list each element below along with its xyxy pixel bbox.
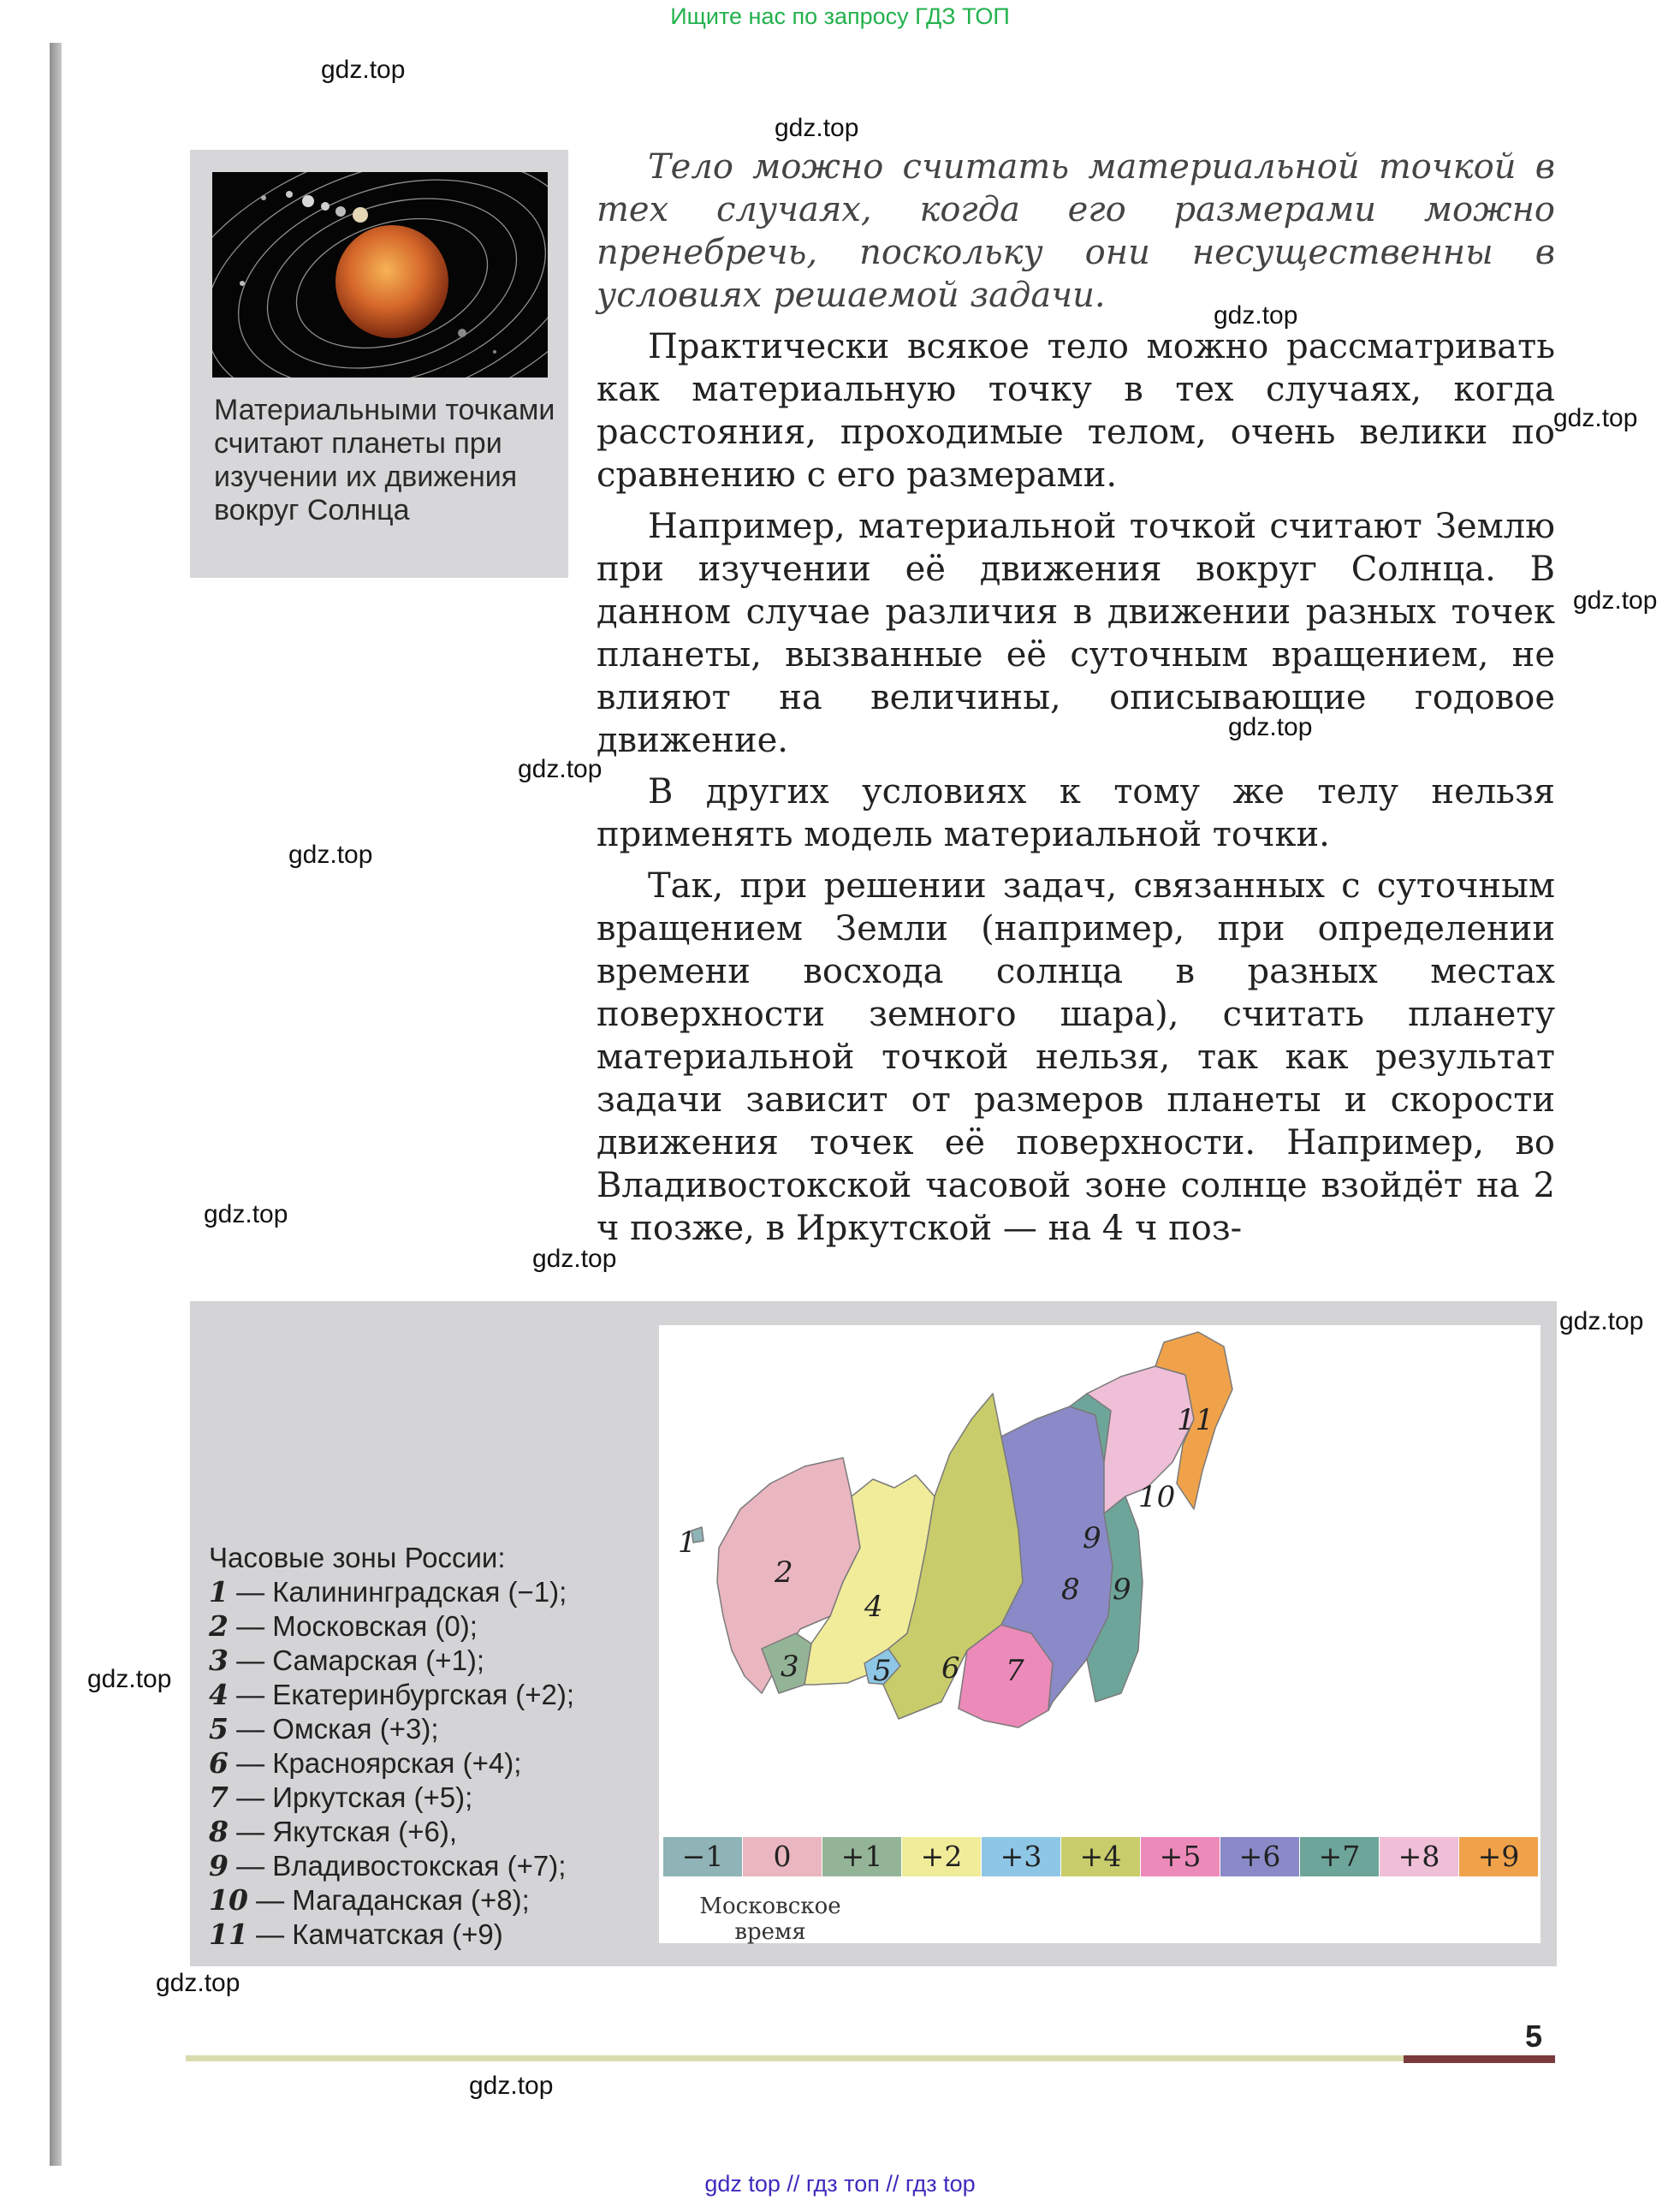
timezone-item [209,1815,654,1849]
watermark: gdz.top [321,56,406,84]
timezone-item [209,1644,654,1678]
watermark: gdz.top [532,1245,617,1273]
zone-label: 10 [1138,1480,1176,1514]
watermark: gdz.top [204,1200,288,1228]
solar-system-image [212,172,548,378]
zone-label: 2 [775,1555,793,1590]
russia-timezone-map [659,1325,1540,1943]
legend-note: Московское время [699,1894,841,1945]
timezone-number: 9 [209,1849,229,1882]
top-banner[interactable]: Ищите нас по запросу ГДЗ ТОП [670,3,1010,29]
legend-cell: +9 [1459,1837,1538,1876]
paragraph: В других условиях к тому же телу нельзя применять модель материальной точки. [597,772,1555,854]
zone-label: 7 [1006,1654,1024,1688]
legend-cell: −1 [663,1837,742,1876]
timezone-name: — Самарская (+1); [228,1644,485,1676]
timezone-figure [190,1301,1557,1966]
timezone-number: 7 [209,1781,229,1814]
zone-label: 1 [678,1525,697,1560]
timezone-name: — Московская (0); [228,1610,478,1642]
timezone-number: 3 [209,1644,229,1677]
watermark: gdz.top [1559,1307,1644,1335]
timezone-item [209,1609,654,1644]
footer-divider [186,2055,1555,2061]
watermark: gdz.top [156,1969,240,1997]
timezone-name: — Якутская (+6), [228,1816,458,1847]
paragraph: Например, материальной точкой считают Землю при изучении её движения вокруг Солнца. В данном случае различия в движении разных точек планеты, вызванные её суточным вращением, не влияют на величины, описывающие годовое движение. [597,507,1555,760]
watermark: gdz.top [1573,586,1658,615]
page-number: 5 [1525,2019,1543,2054]
figure-caption: Материальными точками считают планеты при изучении их движения вокруг Солнца [214,394,555,526]
legend-cell: +7 [1300,1837,1379,1876]
watermark: gdz.top [1553,404,1638,432]
timezone-number: 8 [209,1815,229,1848]
zone-label: 4 [864,1590,883,1624]
timezone-list [209,1541,654,1952]
bottom-banner[interactable]: gdz top // гдз топ // гдз top [704,2171,976,2197]
watermark: gdz.top [518,755,603,783]
timezone-name: — Камчатская (+9) [247,1918,503,1950]
timezone-list-title: Часовые зоны России: [209,1542,506,1573]
definition-paragraph: Тело можно считать материальной точкой в тех случаях, когда его размерами можно пренебречь, поскольку они несущественны в условиях решаемой задачи. [597,147,1555,315]
timezone-name: — Красноярская (+4); [228,1747,522,1779]
timezone-item [209,1712,654,1746]
timezone-number: 6 [209,1746,229,1780]
page-binding-edge [50,43,62,2166]
legend-cell: +1 [822,1837,901,1876]
zone-label: 3 [781,1650,799,1684]
legend-cell: +5 [1141,1837,1220,1876]
paragraph: Практически всякое тело можно рассматривать как материальную точку в тех случаях, когда расстояния, проходимые телом, очень велики по сравнению с его размерами. [597,327,1555,495]
timezone-name: — Магаданская (+8); [247,1884,530,1916]
zone-label: 9 [1113,1573,1131,1607]
paragraph: Так, при решении задач, связанных с суточным вращением Земли (например, при определении времени восхода солнца в разных местах поверхности земного шара), считать планету материальной точкой нельзя, так как результат задачи зависит от размеров планеты и скорости движения точек её поверхности. Например, во Владивостокской часовой зоне солнце взойдёт на 2 ч позже, в Иркутской — на 4 ч поз- [597,866,1555,1248]
legend-cell: +6 [1220,1837,1299,1876]
russia-map-image [659,1325,1540,1830]
timezone-item [209,1849,654,1883]
legend-cell: +2 [902,1837,981,1876]
timezone-number: 11 [209,1918,248,1951]
watermark: gdz.top [469,2072,554,2100]
timezone-item [209,1575,654,1609]
watermark: gdz.top [288,841,373,869]
watermark: gdz.top [87,1665,172,1693]
timezone-item [209,1678,654,1712]
timezone-item [209,1918,654,1952]
timezone-item [209,1883,654,1918]
timezone-name: — Владивостокская (+7); [228,1850,567,1882]
timezone-number: 1 [209,1575,229,1608]
zone-label: 5 [873,1654,892,1688]
main-text [597,146,1555,1250]
timezone-number: 4 [209,1678,229,1711]
zone-label: 9 [1083,1521,1101,1555]
watermark: gdz.top [1228,713,1313,741]
timezone-legend [663,1837,1539,1880]
watermark: gdz.top [775,114,859,142]
timezone-item [209,1781,654,1815]
timezone-item [209,1746,654,1781]
watermark: gdz.top [1214,301,1298,330]
legend-cell: +3 [982,1837,1060,1876]
legend-cell: 0 [743,1837,822,1876]
zone-label: 11 [1177,1403,1214,1437]
legend-cell: +8 [1380,1837,1458,1876]
solar-system-figure [190,150,568,578]
timezone-name: — Калининградская (−1); [228,1576,567,1608]
zone-label: 6 [941,1651,960,1686]
timezone-number: 10 [209,1883,248,1917]
timezone-name: — Омская (+3); [228,1713,439,1745]
timezone-number: 2 [209,1609,229,1643]
timezone-name: — Иркутская (+5); [228,1781,473,1813]
legend-cell: +4 [1061,1837,1140,1876]
timezone-name: — Екатеринбургская (+2); [228,1679,575,1710]
zone-label: 8 [1061,1573,1080,1607]
footer-divider-accent [1404,2055,1555,2063]
timezone-number: 5 [209,1712,229,1745]
